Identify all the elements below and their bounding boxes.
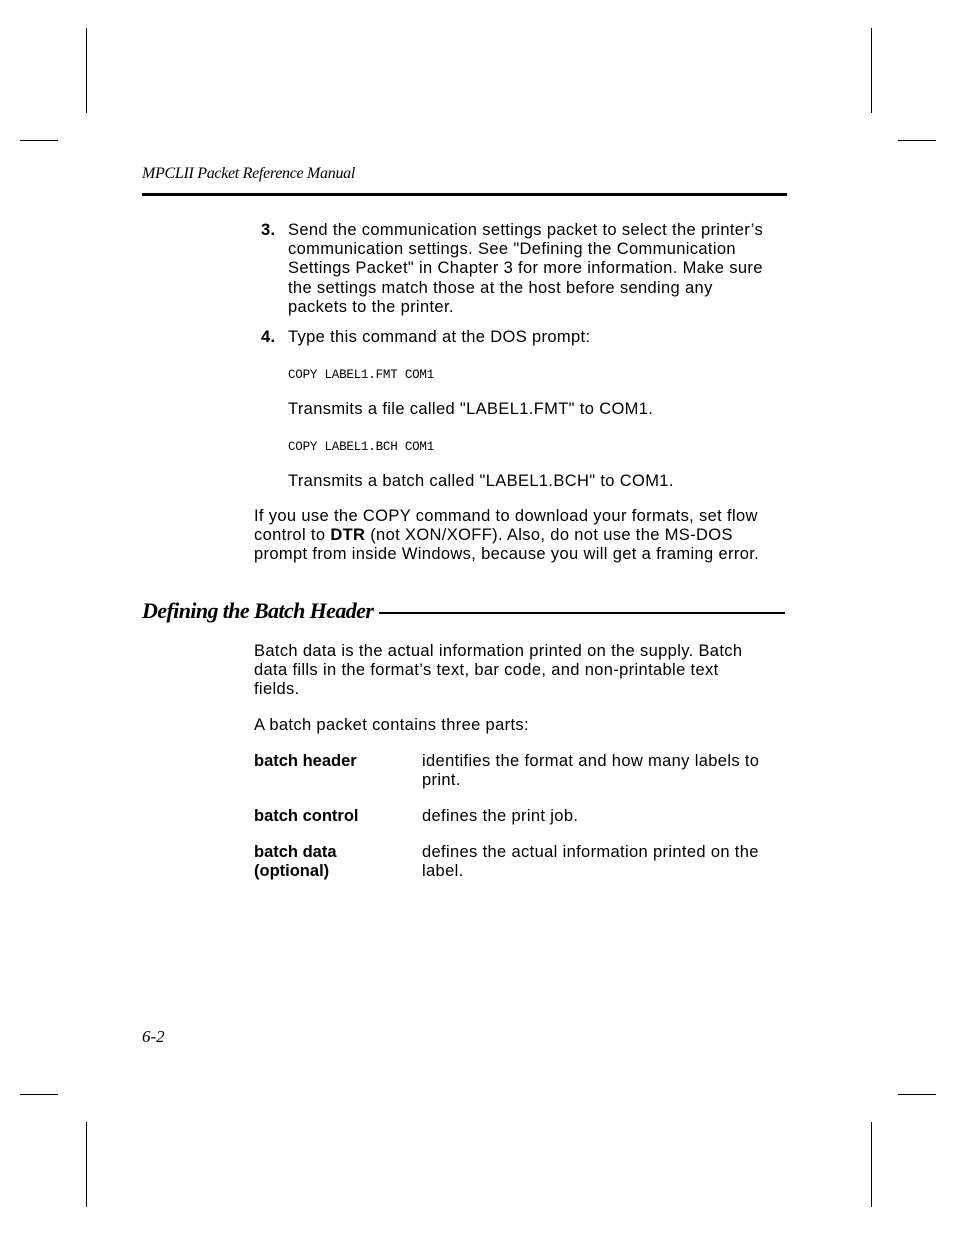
crop-mark: [20, 1094, 58, 1095]
running-header: MPCLII Packet Reference Manual: [142, 165, 355, 182]
parts-intro: A batch packet contains three parts:: [254, 716, 529, 734]
definition-text: identifies the format and how many labels to print.: [422, 752, 760, 790]
definition-text: defines the actual information printed on the label.: [422, 843, 759, 881]
page-number: 6-2: [142, 1027, 165, 1046]
header-rule: [142, 193, 787, 196]
section-intro: Batch data is the actual information printed on the supply. Batch data fills in the format’s text, bar code, and non-printable text fields.: [254, 642, 743, 699]
copy-note-text: If you use the COPY command to download your formats, set flow control to: [254, 507, 758, 545]
copy-note-text: (not XON/XOFF). Also, do not use the MS-DOS prompt from inside Windows, because you will get a framing error.: [254, 526, 760, 564]
crop-mark: [86, 28, 87, 113]
code-example: COPY LABEL1.FMT COM1: [288, 368, 435, 382]
section-title: Defining the Batch Header: [142, 598, 374, 623]
definition-text: defines the print job.: [422, 807, 579, 825]
definition-term: batch control: [254, 807, 359, 825]
step-number: 4.: [261, 328, 276, 346]
code-description: Transmits a file called "LABEL1.FMT" to COM1.: [288, 400, 654, 418]
crop-mark: [898, 140, 936, 141]
crop-mark: [20, 140, 58, 141]
copy-note: [254, 507, 779, 565]
section-rule: [379, 612, 785, 614]
step-text: Send the communication settings packet to select the printer’s communication settings. See "Defining the Communication Settings Packet" in Chapter 3 for more information. Make sure the settings match those at the host before sending any packets to the printer.: [288, 221, 764, 316]
crop-mark: [871, 28, 872, 113]
code-description: Transmits a batch called "LABEL1.BCH" to COM1.: [288, 472, 674, 490]
definition-term: batch data (optional): [254, 843, 337, 881]
step-number: 3.: [261, 221, 276, 239]
crop-mark: [898, 1094, 936, 1095]
copy-note-bold: DTR: [330, 526, 366, 545]
crop-mark: [871, 1122, 872, 1207]
crop-mark: [86, 1122, 87, 1207]
step-text: Type this command at the DOS prompt:: [288, 328, 591, 346]
definition-term: batch header: [254, 752, 357, 770]
code-example: COPY LABEL1.BCH COM1: [288, 440, 435, 454]
section-heading: [142, 598, 785, 624]
